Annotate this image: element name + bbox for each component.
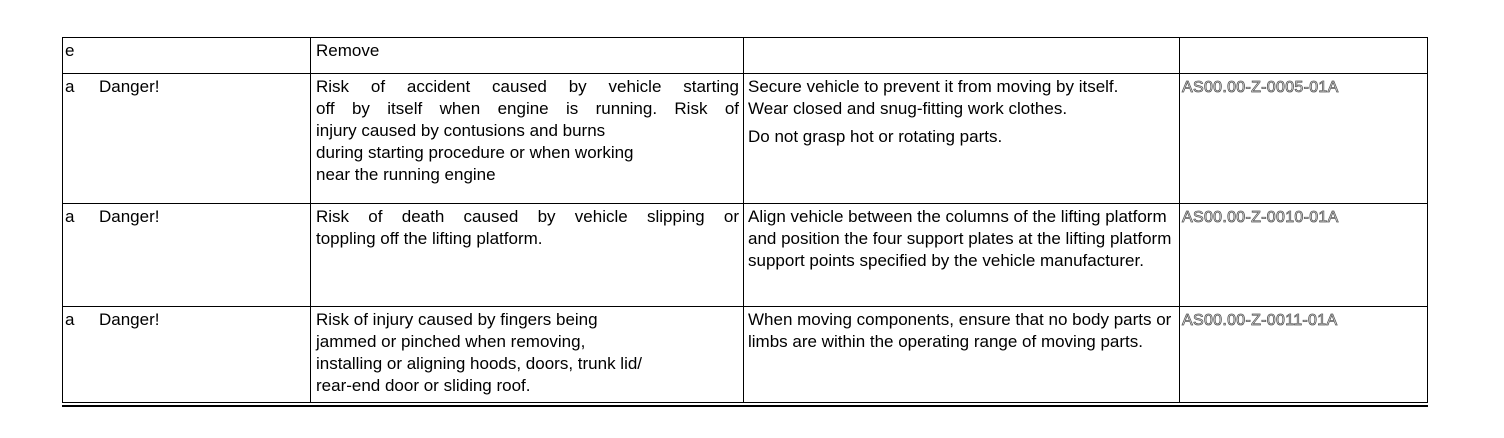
risk-cell xyxy=(311,307,744,403)
risk-line: during starting procedure or when working xyxy=(316,143,634,162)
reference-code-cell xyxy=(1180,307,1428,403)
danger-label: Danger! xyxy=(99,310,160,329)
header-cell-empty xyxy=(744,38,1180,74)
risk-line: injury caused by contusions and burns xyxy=(316,121,606,140)
danger-label: Danger! xyxy=(99,207,160,226)
risk-cell xyxy=(311,204,744,307)
hazard-label-cell xyxy=(63,204,311,307)
measure-text: Do not grasp hot or rotating parts. xyxy=(748,127,1003,146)
row-marker: a xyxy=(65,310,75,329)
risk-line: installing or aligning hoods, doors, trunk lid/ xyxy=(316,354,643,373)
risk-line: near the running engine xyxy=(316,165,496,184)
risk-line: rear-end door or sliding roof. xyxy=(316,376,531,395)
safety-table xyxy=(62,37,1428,403)
header-cell-action: Remove xyxy=(311,38,744,74)
hazard-label-cell xyxy=(63,74,311,204)
measure-cell xyxy=(744,74,1180,204)
reference-code: AS00.00-Z-0010-01A xyxy=(1182,209,1339,226)
table-row xyxy=(63,307,1428,403)
risk-line: Risk of accident caused by vehicle starting xyxy=(316,77,739,96)
row-marker: a xyxy=(65,207,75,226)
header-cell-empty xyxy=(1180,38,1428,74)
measure-text: When moving components, ensure that no body parts or limbs are within the operating range of moving parts. xyxy=(748,310,1172,351)
risk-cell xyxy=(311,74,744,204)
reference-code: AS00.00-Z-0005-01A xyxy=(1182,79,1339,96)
measure-cell xyxy=(744,307,1180,403)
risk-line: off by itself when engine is running. Risk of xyxy=(316,99,739,118)
table-row xyxy=(63,74,1428,204)
danger-label: Danger! xyxy=(99,77,160,96)
reference-code: AS00.00-Z-0011-01A xyxy=(1182,312,1338,329)
table-row xyxy=(63,204,1428,307)
row-marker: a xyxy=(65,77,75,96)
measure-text: Secure vehicle to prevent it from moving by itself. xyxy=(748,77,1119,96)
reference-code-cell xyxy=(1180,74,1428,204)
measure-cell xyxy=(744,204,1180,307)
risk-line: Risk of death caused by vehicle slipping or xyxy=(316,207,739,226)
table-header-row xyxy=(63,38,1428,74)
hazard-label-cell xyxy=(63,307,311,403)
table-bottom-rule xyxy=(62,405,1428,407)
risk-line: jammed or pinched when removing, xyxy=(316,332,586,351)
risk-line: Risk of injury caused by fingers being xyxy=(316,310,598,329)
measure-text: Wear closed and snug-fitting work clothes. xyxy=(748,99,1068,118)
reference-code-cell xyxy=(1180,204,1428,307)
risk-line: toppling off the lifting platform. xyxy=(316,229,543,248)
header-cell-marker: e xyxy=(63,38,311,74)
measure-text: Align vehicle between the columns of the lifting platform and position the four support plates at the lifting platform support points specified by the vehicle manufacturer. xyxy=(748,207,1172,270)
